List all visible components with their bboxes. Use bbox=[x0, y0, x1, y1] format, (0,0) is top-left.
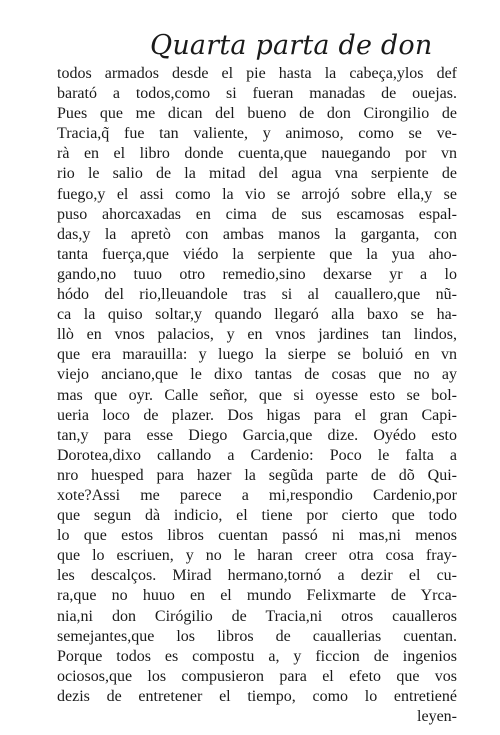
text-line: xote?Assi me parece a mi,respondio Cardenio,por bbox=[57, 486, 457, 504]
text-line: dezis de entretener el tiempo, como lo entretiené bbox=[57, 687, 457, 705]
text-line: nro huesped para hazer la segũda parte de dõ Qui- bbox=[57, 466, 457, 484]
text-line: tan,y para esse Diego Garcia,que dize. Oyédo esto bbox=[57, 426, 457, 444]
text-line: Dorotea,dixo callando a Cardenio: Poco le falta a bbox=[57, 446, 457, 464]
body-text bbox=[57, 64, 457, 727]
text-line: barató a todos,como si fueran manadas de ouejas. bbox=[57, 85, 457, 103]
running-header: Quarta parta de don bbox=[150, 30, 433, 61]
text-line: hódo del rio,lleuandole tras si al cauallero,que nũ- bbox=[57, 286, 457, 304]
text-line: ueria loco de plazer. Dos higas para el gran Capi- bbox=[57, 406, 457, 424]
text-line: ra,que no huuo en el mundo Felixmarte de Yrca- bbox=[57, 587, 457, 605]
text-line: llò en vnos palacios, y en vnos jardines tan lindos, bbox=[57, 326, 457, 344]
text-line: tanta fuerça,que viédo la serpiente que la yua aho- bbox=[57, 245, 457, 263]
text-line: lo que estos libros cuentan passó ni mas,ni menos bbox=[57, 527, 457, 545]
text-line: ociosos,que los compusieron para el efeto que vos bbox=[57, 667, 457, 685]
text-line: das,y la apretò con ambas manos la garganta, con bbox=[57, 225, 457, 243]
text-line: Pues que me dican del bueno de don Cirongilio de bbox=[57, 105, 457, 123]
catchword: leyen- bbox=[417, 708, 457, 725]
text-line: rio le salio de la mitad del agua vna serpiente de bbox=[57, 165, 457, 183]
text-line: viejo anciano,que le dixo tantas de cosas que no ay bbox=[57, 366, 457, 384]
text-line: todos armados desde el pie hasta la cabeça,ylos def bbox=[57, 65, 457, 82]
text-line: gando,no tuuo otro remedio,sino dexarse yr a lo bbox=[57, 265, 457, 283]
text-line: que lo escriuen, y no le haran creer otra cosa fray- bbox=[57, 547, 457, 565]
text-line: les descalços. Mirad hermano,tornó a dezir el cu- bbox=[57, 567, 457, 585]
text-line: Tracia,q̃ fue tan valiente, y animoso, como se ve- bbox=[57, 125, 457, 143]
text-line: fuego,y el assi como la vio se arrojó sobre ella,y se bbox=[57, 185, 457, 203]
text-line: que segun dà indicio, el tiene por cierto que todo bbox=[57, 507, 457, 525]
text-line: ca la quiso soltar,y quando llegaró alla baxo se ha- bbox=[57, 306, 457, 324]
text-line: puso ahorcaxadas en cima de sus escamosas espal- bbox=[57, 205, 457, 223]
text-line: Porque todos es compostu a, y ficcion de ingenios bbox=[57, 647, 457, 665]
text-line: rà en el libro donde cuenta,que nauegando por vn bbox=[57, 145, 457, 163]
text-line: que era marauilla: y luego la sierpe se boluió en vn bbox=[57, 346, 457, 364]
text-line: semejantes,que los libros de cauallerias cuentan. bbox=[57, 627, 457, 645]
text-line: nia,ni don Cirógilio de Tracia,ni otros caualleros bbox=[57, 607, 457, 625]
text-line: mas que oyr. Calle señor, que si oyesse esto se bol- bbox=[57, 386, 457, 404]
